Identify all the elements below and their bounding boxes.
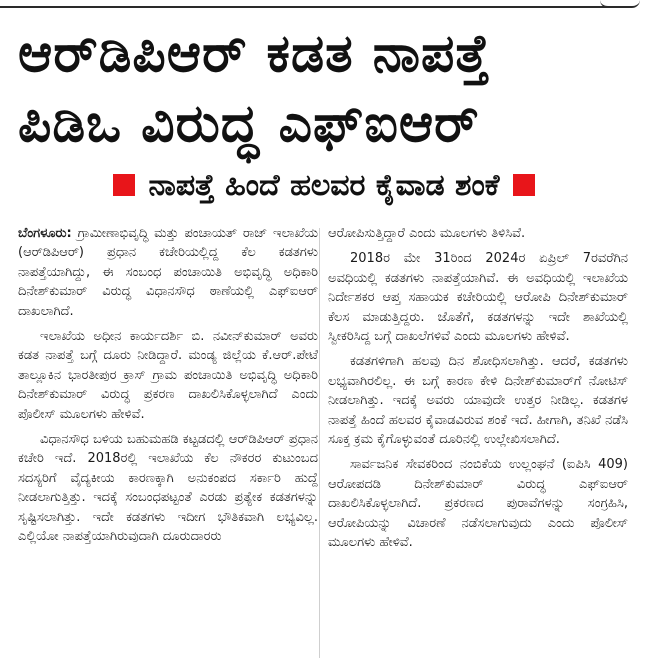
top-mark [600, 0, 640, 8]
headline-line-2: ಪಿಡಿಒ ವಿರುದ್ಧ ಎಫ್‌ಐಆರ್ [18, 94, 480, 154]
article-paragraph: ವಿಧಾನಸೌಧ ಬಳಿಯ ಬಹುಮಹಡಿ ಕಟ್ಟಡದಲ್ಲಿ ಆರ್‌ಡಿಪಿಆರ್ ಪ್ರಧಾನ ಕಚೇರಿ ಇದೆ. 2018ರಲ್ಲಿ ಇಲಾಖೆಯ ಕೆಲ ನೌಕರರ ಕುಟುಂಬದ ಸದಸ್ಯರಿಗೆ ವೈದ್ಯಕೀಯ ಕಾರಣಕ್ಕಾಗಿ ಅನುಕಂಪದ ಸರ್ಕಾರಿ ಹುದ್ದೆ ನೀಡಲಾಗುತ್ತಿತ್ತು. ಇದಕ್ಕೆ ಸಂಬಂಧಪಟ್ಟಂತೆ ಎರಡು ಪ್ರತ್ಯೇಕ ಕಡತಗಳನ್ನು ಸೃಷ್ಟಿಸಲಾಗಿತ್ತು. ಇದೇ ಕಡತಗಳು ಇದೀಗ ಭೌತಿಕವಾಗಿ ಲಭ್ಯವಿಲ್ಲ. ಎಲ್ಲಿಯೋ ನಾಪತ್ತೆಯಾಗಿರುವುದಾಗಿ ದೂರುದಾರರು [18, 432, 318, 545]
top-rule [0, 6, 620, 8]
headline-line-1: ಆರ್‌ಡಿಪಿಆರ್ ಕಡತ ನಾಪತ್ತೆ [18, 24, 491, 84]
article-paragraph [18, 224, 318, 321]
red-square-right-icon [513, 174, 535, 196]
red-square-left-icon [113, 174, 135, 196]
article-paragraph: ಆರೋಪಿಸುತ್ತಿದ್ದಾರೆ ಎಂದು ಮೂಲಗಳು ತಿಳಿಸಿವೆ. [328, 226, 526, 241]
paragraph-text: ಗ್ರಾಮೀಣಾಭಿವೃದ್ಧಿ ಮತ್ತು ಪಂಚಾಯತ್ ರಾಜ್ ಇಲಾಖೆಯ (ಆರ್‌ಡಿಪಿಆರ್) ಪ್ರಧಾನ ಕಚೇರಿಯಲ್ಲಿದ್ದ ಕೆಲ ಕಡತಗಳು ನಾಪತ್ತೆಯಾಗಿದ್ದು, ಈ ಸಂಬಂಧ ಪಂಚಾಯಿತಿ ಅಭಿವೃದ್ಧಿ ಅಧಿಕಾರಿ ದಿನೇಶ್‌ಕುಮಾರ್ ವಿರುದ್ಧ ವಿಧಾನಸೌಧ ಠಾಣೆಯಲ್ಲಿ ಎಫ್‌ಐಆರ್ ದಾಖಲಾಗಿದೆ. [18, 226, 318, 319]
article-paragraph: ಸಾರ್ವಜನಿಕ ಸೇವಕರಿಂದ ನಂಬಿಕೆಯ ಉಲ್ಲಂಘನೆ (ಐಪಿಸಿ 409) ಆರೋಪದಡಿ ದಿನೇಶ್‌ಕುಮಾರ್ ವಿರುದ್ಧ ಎಫ್‌ಐಆರ್ ದಾಖಲಿಸಿಕೊಳ್ಳಲಾಗಿದೆ. ಪ್ರಕರಣದ ಪುರಾವೆಗಳನ್ನು ಸಂಗ್ರಹಿಸಿ, ಆರೋಪಿಯನ್ನು ವಿಚಾರಣೆ ನಡೆಸಲಾಗುವುದು ಎಂದು ಪೊಲೀಸ್ ಮೂಲಗಳು ಹೇಳಿವೆ. [328, 457, 628, 551]
column-divider [319, 228, 320, 658]
article-paragraph: ಕಡತಗಳಿಗಾಗಿ ಹಲವು ದಿನ ಶೋಧಿಸಲಾಗಿತ್ತು. ಆದರೆ, ಕಡತಗಳು ಲಭ್ಯವಾಗಿರಲಿಲ್ಲ. ಈ ಬಗ್ಗೆ ಕಾರಣ ಕೇಳಿ ದಿನೇಶ್‌ಕುಮಾರ್‌ಗೆ ನೋಟಿಸ್ ನೀಡಲಾಗಿತ್ತು. ಇದಕ್ಕೆ ಅವರು ಯಾವುದೇ ಉತ್ತರ ನೀಡಿಲ್ಲ. ಕಡತಗಳ ನಾಪತ್ತೆ ಹಿಂದೆ ಹಲವರ ಕೈವಾಡವಿರುವ ಶಂಕೆ ಇದೆ. ಹೀಗಾಗಿ, ತನಿಖೆ ನಡೆಸಿ ಸೂಕ್ತ ಕ್ರಮ ಕೈಗೊಳ್ಳುವಂತೆ ದೂರಿನಲ್ಲಿ ಉಲ್ಲೇಖಿಸಲಾಗಿದೆ. [328, 354, 628, 448]
subheadline-text: ನಾಪತ್ತೆ ಹಿಂದೆ ಹಲವರ ಕೈವಾಡ ಶಂಕೆ [148, 167, 500, 203]
article-paragraph: ಇಲಾಖೆಯ ಅಧೀನ ಕಾರ್ಯದರ್ಶಿ ಬಿ. ನವೀನ್‌ಕುಮಾರ್ ಅವರು ಕಡತ ನಾಪತ್ತೆ ಬಗ್ಗೆ ದೂರು ನೀಡಿದ್ದಾರೆ. ಮಂಡ್ಯ ಜಿಲ್ಲೆಯ ಕೆ.ಆರ್.ಪೇಟೆ ತಾಲ್ಲೂಕಿನ ಭಾರತೀಪುರ ಕ್ರಾಸ್ ಗ್ರಾಮ ಪಂಚಾಯಿತಿ ಅಭಿವೃದ್ಧಿ ಅಧಿಕಾರಿ ದಿನೇಶ್‌ಕುಮಾರ್ ವಿರುದ್ಧ ಪ್ರಕರಣ ದಾಖಲಿಸಿಕೊಳ್ಳಲಾಗಿದೆ ಎಂದು ಪೊಲೀಸ್ ಮೂಲಗಳು ಹೇಳಿವೆ. [18, 329, 318, 422]
article-paragraph: 2018ರ ಮೇ 31ರಿಂದ 2024ರ ಏಪ್ರಿಲ್ 7ರವರೆಗಿನ ಅವಧಿಯಲ್ಲಿ ಕಡತಗಳು ನಾಪತ್ತೆಯಾಗಿವೆ. ಈ ಅವಧಿಯಲ್ಲಿ ಇಲಾಖೆಯ ನಿರ್ದೇಶಕರ ಆಪ್ತ ಸಹಾಯಕ ಕಚೇರಿಯಲ್ಲಿ ಆರೋಪಿ ದಿನೇಶ್‌ಕುಮಾರ್ ಕೆಲಸ ಮಾಡುತ್ತಿದ್ದರು. ಜೊತೆಗೆ, ಕಡತಗಳನ್ನು ಇದೇ ಶಾಖೆಯಲ್ಲಿ ಸ್ವೀಕರಿಸಿದ್ದ ಬಗ್ಗೆ ದಾಖಲೆಗಳಿವೆ ಎಂದು ಮೂಲಗಳು ಹೇಳಿವೆ. [328, 251, 628, 345]
article-column-right [328, 224, 628, 664]
dateline: ಬೆಂಗಳೂರು: [18, 226, 72, 241]
subheadline [24, 163, 624, 207]
article-column-left [18, 224, 318, 664]
